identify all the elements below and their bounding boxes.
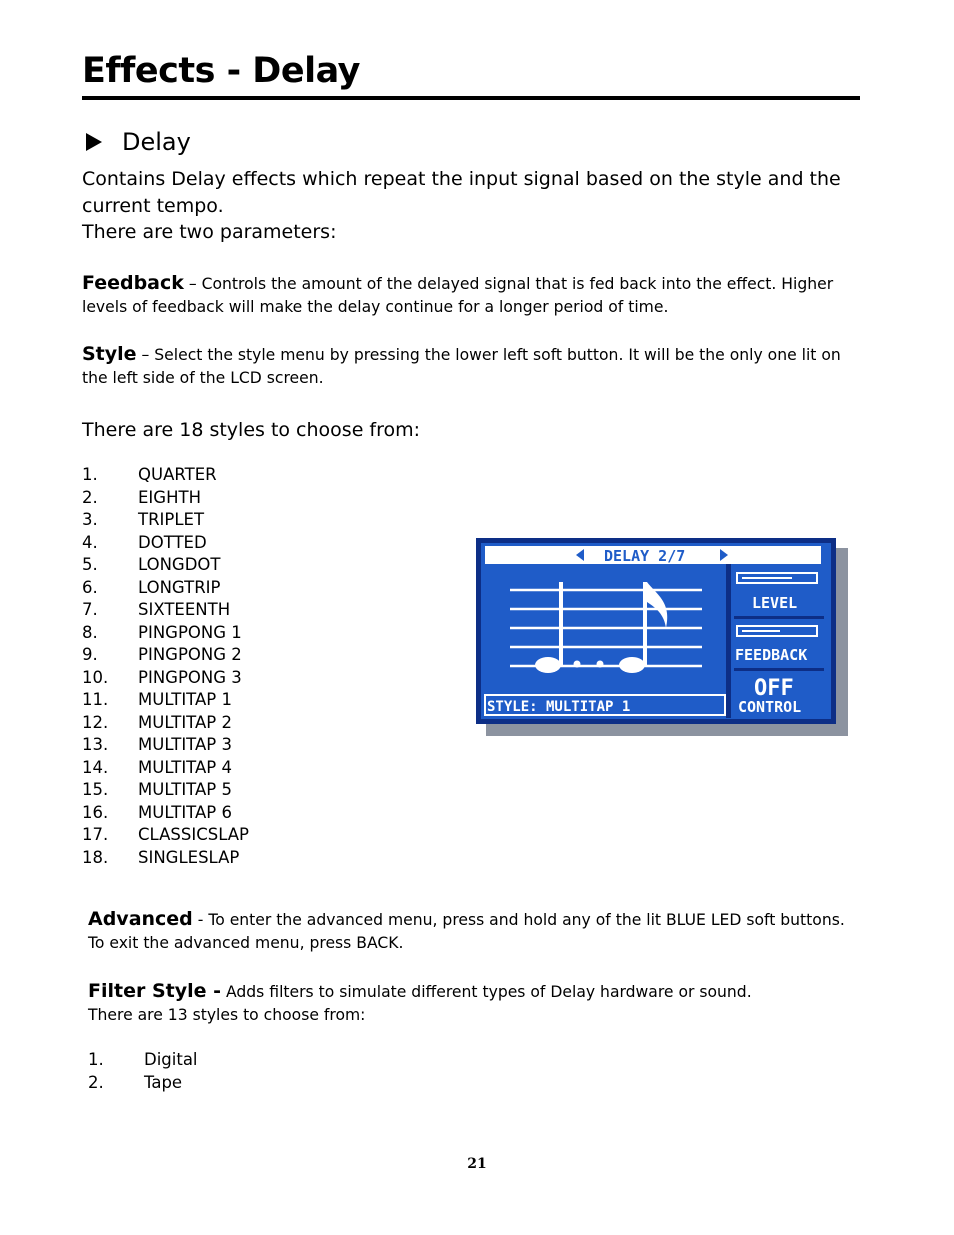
filter-intro: There are 13 styles to choose from: — [88, 1006, 366, 1024]
title-rule — [82, 96, 860, 100]
lcd-header-text: DELAY 2/7 — [604, 547, 686, 565]
list-item: 15. MULTITAP 5 — [82, 780, 232, 799]
params-intro: There are two parameters: — [82, 221, 337, 243]
advanced-paragraph — [88, 908, 858, 955]
list-item: 18. SINGLESLAP — [82, 847, 240, 867]
lcd-separator — [734, 616, 824, 619]
page-title: Effects - Delay — [82, 51, 360, 91]
styles-list — [82, 464, 249, 869]
lcd-separator — [734, 668, 824, 671]
list-item: 17. CLASSICSLAP — [82, 825, 249, 844]
list-item: 4. DOTTED — [82, 532, 207, 552]
level-label: LEVEL — [752, 594, 798, 612]
list-item: 2. Tape — [88, 1072, 183, 1092]
advanced-desc: - To enter the advanced menu, press and hold any of the lit BLUE LED soft buttons. To exit the advanced menu, press BACK. — [88, 911, 845, 952]
style-desc: – Select the style menu by pressing the lower left soft button. It will be the only one lit on the left side of the LCD screen. — [82, 346, 841, 387]
list-item: 5. LONGDOT — [82, 555, 221, 574]
filter-style-paragraph — [88, 980, 858, 1004]
page-number: 21 — [467, 1156, 487, 1172]
feedback-paragraph — [82, 272, 858, 319]
filters-list — [88, 1049, 198, 1094]
lcd-style-text: STYLE: MULTITAP 1 — [487, 699, 631, 715]
list-item: 8. PINGPONG 1 — [82, 622, 242, 642]
control-value: OFF — [754, 676, 794, 701]
advanced-term: Advanced — [88, 908, 193, 930]
list-item: 2. EIGHTH — [82, 487, 201, 507]
control-label: CONTROL — [738, 698, 802, 716]
level-meter-fill — [742, 577, 792, 579]
feedback-term: Feedback — [82, 272, 184, 294]
filter-style-desc: Adds filters to simulate different types of Delay hardware or sound. — [221, 983, 752, 1001]
list-item: 6. LONGTRIP — [82, 577, 221, 597]
triangle-bullet-icon — [86, 133, 102, 151]
filter-style-term: Filter Style - — [88, 980, 222, 1002]
style-term: Style — [82, 343, 137, 365]
styles-intro: There are 18 styles to choose from: — [82, 419, 421, 441]
feedback-desc: – Controls the amount of the delayed signal that is fed back into the effect. Higher levels of feedback will make the delay continue for a longer period of time. — [82, 275, 834, 316]
section-title: Delay — [122, 128, 191, 156]
intro-paragraph: Contains Delay effects which repeat the input signal based on the style and the current tempo. — [82, 168, 841, 217]
feedback-label: FEEDBACK — [735, 646, 808, 664]
list-item: 7. SIXTEENTH — [82, 600, 231, 619]
lcd-screen-image — [476, 538, 848, 738]
feedback-meter-fill — [742, 630, 780, 632]
list-item: 1. Digital — [88, 1050, 198, 1069]
list-item: 10. PINGPONG 3 — [82, 667, 242, 687]
list-item: 9. PINGPONG 2 — [82, 645, 242, 664]
list-item: 13. MULTITAP 3 — [82, 735, 232, 754]
list-item: 11. MULTITAP 1 — [82, 690, 232, 709]
list-item: 1. QUARTER — [82, 465, 217, 484]
section-heading — [86, 126, 191, 158]
style-paragraph — [82, 343, 858, 390]
list-item: 14. MULTITAP 4 — [82, 757, 232, 777]
list-item: 12. MULTITAP 2 — [82, 712, 232, 732]
lcd-divider — [726, 564, 731, 718]
list-item: 16. MULTITAP 6 — [82, 802, 232, 822]
list-item: 3. TRIPLET — [82, 510, 205, 529]
